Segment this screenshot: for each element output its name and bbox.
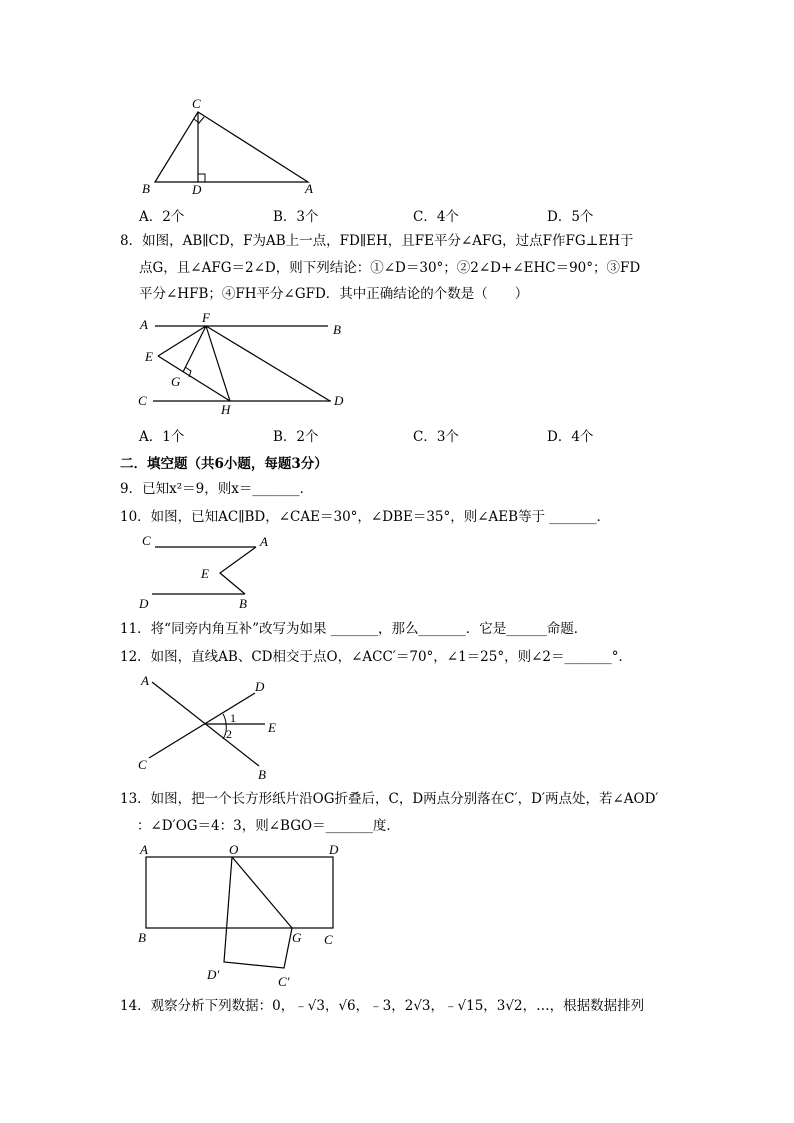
label-f: F (202, 310, 210, 325)
label-b: B (142, 181, 150, 196)
label-h: H (221, 402, 231, 417)
label-a: A (141, 673, 149, 688)
label-d-prime: D′ (207, 967, 220, 982)
q9-text: 9．已知x²＝9，则x＝_______． (120, 481, 314, 497)
q7-option-d: D．5个 (547, 209, 594, 225)
q8-option-d: D．4个 (547, 429, 594, 445)
q10-text: 10．如图，已知AC∥BD，∠CAE＝30°，∠DBE＝35°，则∠AEB等于 _______． (120, 509, 611, 525)
label-d: D (329, 842, 339, 857)
label-e: E (145, 349, 153, 364)
label-a: A (140, 317, 148, 332)
label-o: O (229, 842, 239, 857)
rectangle-abcd (146, 857, 333, 928)
label-d: D (192, 182, 202, 197)
label-c: C (142, 533, 151, 548)
q13-text-line-2: ：∠D′OG＝4：3，则∠BGO＝_______度． (137, 818, 400, 834)
q8-text-line-1: 8．如图，AB∥CD，F为AB上一点，FD∥EH，且FE平分∠AFG，过点F作FG⊥EH于 (120, 233, 634, 249)
label-g: G (171, 374, 181, 389)
fold-line-og (232, 857, 292, 928)
q8-text-line-3: 平分∠HFB；④FH平分∠GFD．其中正确结论的个数是（ ） (139, 286, 529, 302)
q8-option-a: A．1个 (139, 429, 185, 445)
label-a: A (140, 842, 148, 857)
label-c-prime: C′ (278, 974, 290, 989)
section-2-title: 二．填空题（共6小题，每题3分） (120, 456, 328, 472)
label-d: D (334, 393, 344, 408)
label-e: E (201, 566, 209, 581)
label-b: B (333, 322, 341, 337)
label-e: E (268, 720, 276, 735)
label-2: 2 (226, 727, 232, 741)
label-d: D (139, 596, 149, 611)
label-1: 1 (230, 711, 236, 725)
label-c: C (192, 96, 201, 111)
label-a: A (260, 534, 268, 549)
q14-text: 14．观察分析下列数据：0，﹣√3，√6，﹣3，2√3，﹣√15，3√2，…，根据数据排列 (120, 998, 645, 1014)
q8-text-line-2: 点G，且∠AFG＝2∠D，则下列结论：①∠D＝30°；②2∠D+∠EHC＝90°；③FD (139, 260, 641, 276)
q13-text-line-1: 13．如图，把一个长方形纸片沿OG折叠后，C，D两点分别落在C′，D′两点处，若∠AOD′ (120, 791, 659, 807)
q12-text: 12．如图，直线AB、CD相交于点O，∠ACC′＝70°，∠1＝25°，则∠2＝_______°． (120, 649, 633, 665)
label-c: C (138, 393, 147, 408)
folded-flap (224, 857, 292, 968)
label-b: B (239, 596, 247, 611)
q8-option-c: C．3个 (413, 429, 459, 445)
q8-option-b: B．2个 (273, 429, 319, 445)
q7-option-c: C．4个 (413, 209, 459, 225)
label-a: A (305, 181, 313, 196)
q11-text: 11．将“同旁内角互补”改写为如果 _______，那么_______．它是______命题． (120, 621, 588, 637)
label-c: C (324, 932, 333, 947)
label-b: B (138, 930, 146, 945)
label-g: G (292, 930, 302, 945)
label-d: D (255, 679, 265, 694)
label-b: B (258, 767, 266, 782)
q7-option-a: A．2个 (139, 209, 185, 225)
label-c: C (138, 757, 147, 772)
q7-option-b: B．3个 (273, 209, 319, 225)
